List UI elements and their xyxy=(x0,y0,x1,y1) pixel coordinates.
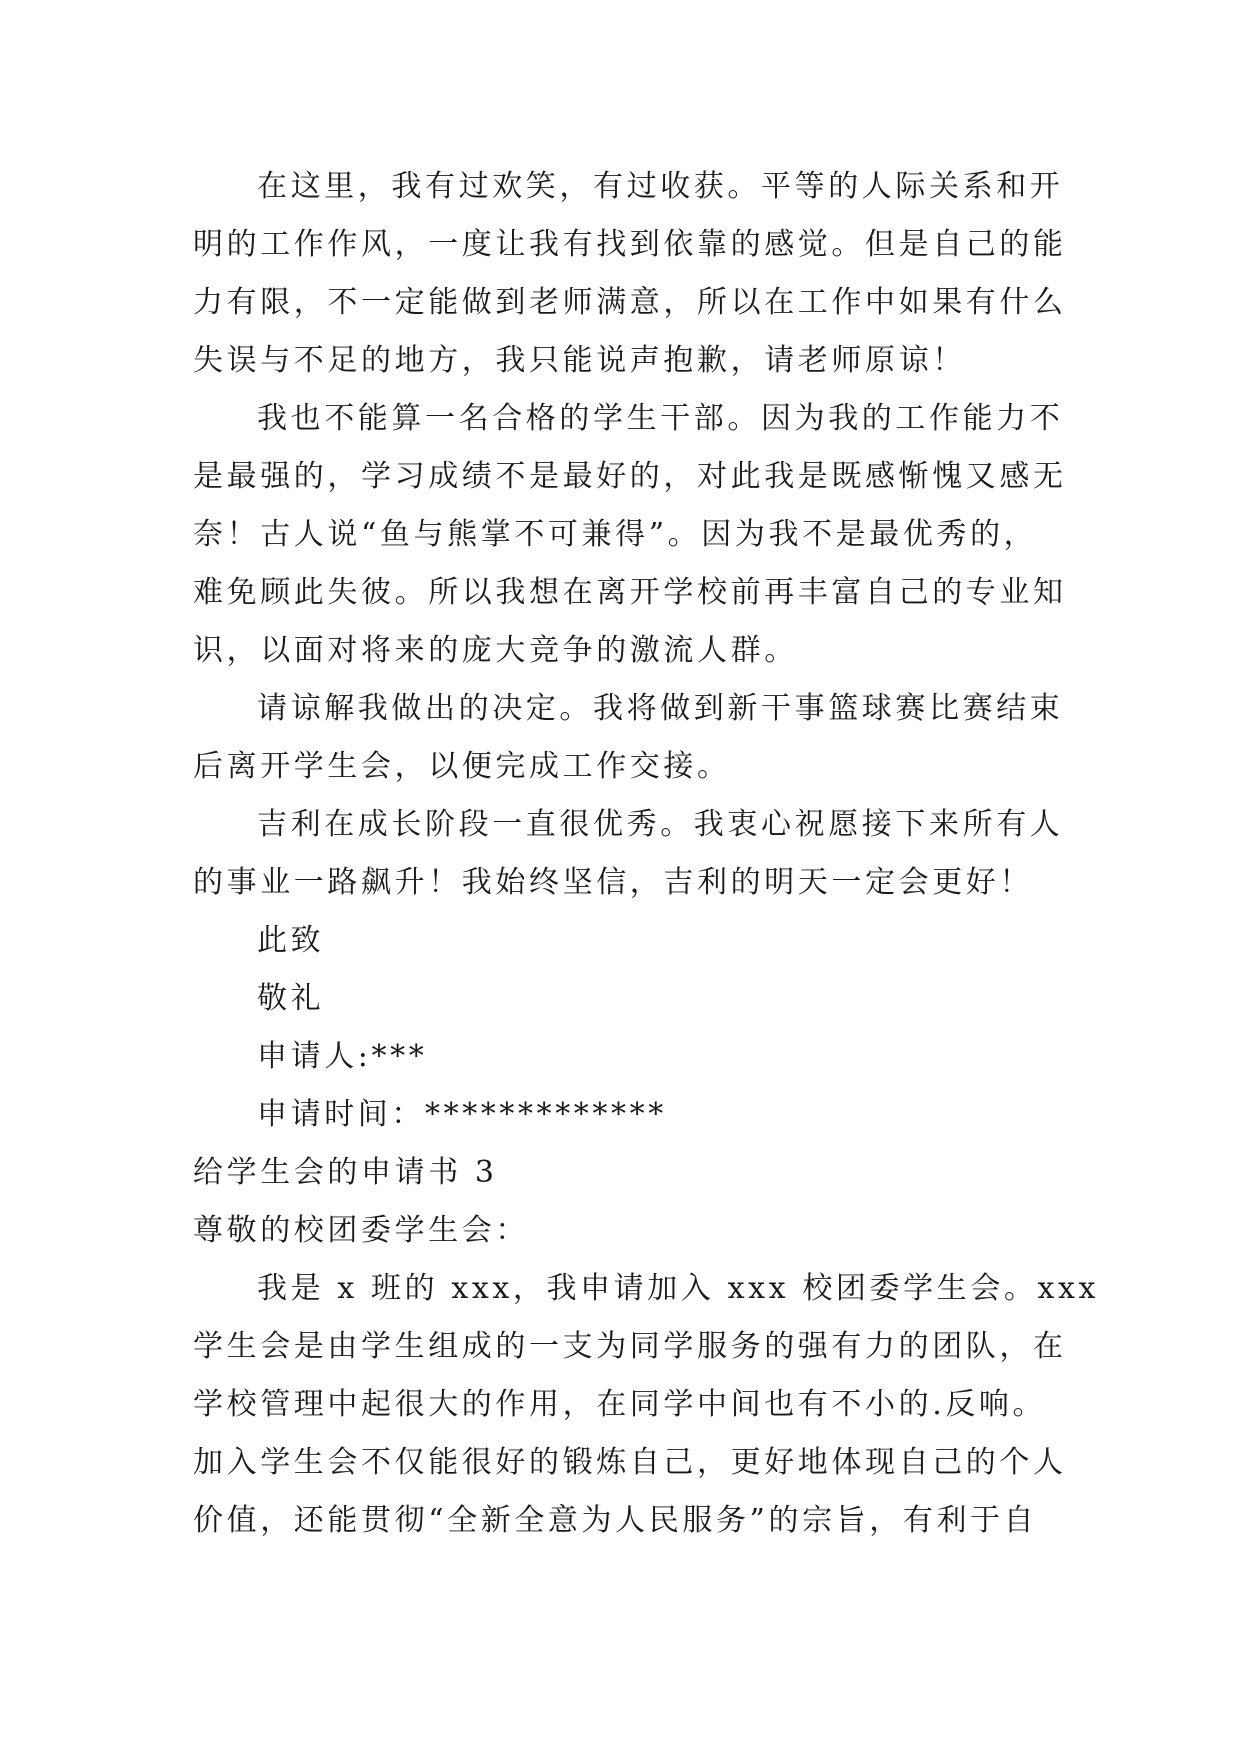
section-title: 给学生会的申请书 3 xyxy=(193,1155,498,1190)
letter-greeting: 尊敬的校团委学生会： xyxy=(193,1213,529,1248)
paragraph-line: 失误与不足的地方，我只能说声抱歉，请老师原谅！ xyxy=(193,343,966,378)
paragraph-line: 明的工作作风，一度让我有找到依靠的感觉。但是自己的能 xyxy=(193,227,1067,262)
paragraph-line: 我也不能算一名合格的学生干部。因为我的工作能力不 xyxy=(257,401,1064,436)
paragraph-line: 奈！古人说“鱼与熊掌不可兼得”。因为我不是最优秀的， xyxy=(193,517,1038,552)
paragraph-line: 请谅解我做出的决定。我将做到新干事篮球赛比赛结束 xyxy=(257,691,1064,726)
paragraph-line: 我是 x 班的 xxx，我申请加入 xxx 校团委学生会。xxx xyxy=(257,1271,1100,1306)
applicant-name: 申请人:*** xyxy=(257,1039,428,1074)
paragraph-line: 是最强的，学习成绩不是最好的，对此我是既感惭愧又感无 xyxy=(193,459,1067,494)
paragraph-line: 的事业一路飙升！我始终坚信，吉利的明天一定会更好！ xyxy=(193,865,1033,900)
paragraph-line: 价值，还能贯彻“全新全意为人民服务”的宗旨，有利于自 xyxy=(193,1503,1038,1538)
paragraph-line: 在这里，我有过欢笑，有过收获。平等的人际关系和开 xyxy=(257,169,1064,204)
paragraph-line: 识，以面对将来的庞大竞争的激流人群。 xyxy=(193,633,798,668)
document-body xyxy=(193,158,1100,1550)
paragraph-line: 吉利在成长阶段一直很优秀。我衷心祝愿接下来所有人 xyxy=(257,807,1064,842)
closing-respect: 敬礼 xyxy=(257,981,325,1016)
paragraph-line: 后离开学生会，以便完成工作交接。 xyxy=(193,749,731,784)
paragraph-line: 力有限，不一定能做到老师满意，所以在工作中如果有什么 xyxy=(193,285,1067,320)
closing-salutation: 此致 xyxy=(257,923,325,958)
paragraph-line: 加入学生会不仅能很好的锻炼自己，更好地体现自己的个人 xyxy=(193,1445,1067,1480)
paragraph-line: 学校管理中起很大的作用，在同学中间也有不小的.反响。 xyxy=(193,1387,1047,1422)
application-date: 申请时间：************* xyxy=(257,1097,667,1132)
paragraph-line: 难免顾此失彼。所以我想在离开学校前再丰富自己的专业知 xyxy=(193,575,1067,610)
paragraph-line: 学生会是由学生组成的一支为同学服务的强有力的团队，在 xyxy=(193,1329,1067,1364)
